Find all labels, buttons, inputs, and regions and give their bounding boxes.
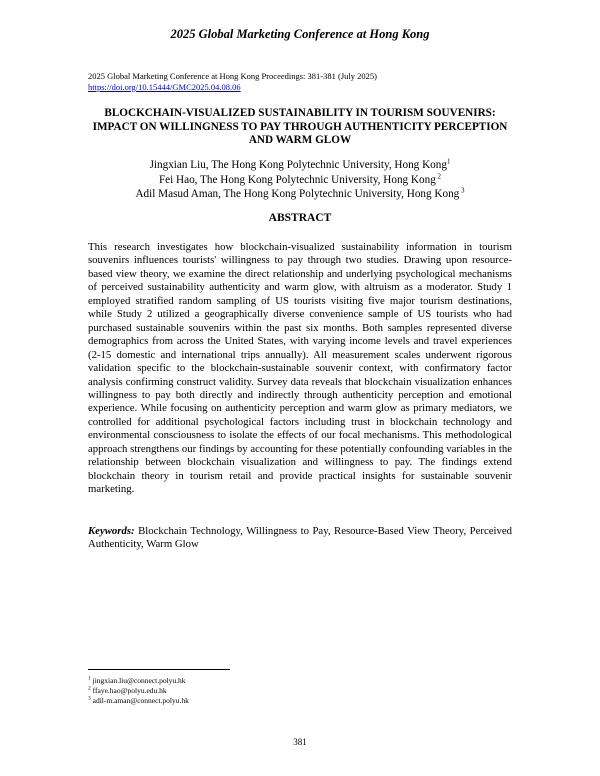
- author-line: [88, 158, 512, 173]
- author-affiliation: Adil Masud Aman, The Hong Kong Polytechnic University, Hong Kong: [135, 188, 460, 200]
- footnote-mark: 3: [459, 186, 465, 195]
- keywords-text: Blockchain Technology, Willingness to Pay, Resource-Based View Theory, Perceived Authenticity, Warm Glow: [88, 525, 512, 551]
- footnote-mark: 1: [88, 675, 91, 682]
- proceedings-info: [88, 71, 377, 93]
- footnote-divider: [88, 669, 230, 670]
- author-affiliation: Fei Hao, The Hong Kong Polytechnic University, Hong Kong: [158, 173, 436, 186]
- footnote-email: adil-m.aman@connect.polyu.hk: [90, 696, 189, 705]
- footnote: [88, 686, 189, 696]
- footnote-mark: 2: [88, 685, 91, 692]
- footnote-email: ffaye.hao@polyu.edu.hk: [90, 686, 167, 695]
- keywords: [88, 525, 512, 552]
- paper-title: BLOCKCHAIN-VISUALIZED SUSTAINABILITY IN TOURISM SOUVENIRS: IMPACT ON WILLINGNESS TO PAY THROUGH AUTHENTICITY PERCEPTION AND WARM GLOW: [92, 107, 508, 146]
- doi-link[interactable]: https://doi.org/10.15444/GMC2025.04.08.06: [88, 82, 241, 92]
- footnote-mark: 1: [446, 157, 451, 166]
- author-line: [88, 173, 512, 188]
- running-header: 2025 Global Marketing Conference at Hong Kong: [170, 27, 430, 41]
- page-number: 381: [293, 737, 307, 747]
- author-affiliation: Jingxian Liu, The Hong Kong Polytechnic University, Hong Kong: [149, 159, 447, 171]
- footnote: [88, 696, 189, 706]
- author-line: [88, 187, 512, 202]
- footnotes: [88, 676, 189, 706]
- abstract-body: This research investigates how blockchain-visualized sustainability information in tourism souvenirs influences tourists' willingness to pay through two studies. Drawing upon resource-based view theory, we examine the direct relationship and underlying psychological mechanisms of perceived sustainability authenticity and warm glow, with altruism as a moderator. Study 1 employed stratified random sampling of US tourists visiting five major tourism destinations, while Study 2 utilized a geographically diverse convenience sample of US tourists who had purchased sustainable souvenirs within the past six months. Both samples represented diverse demographics from across the United States, with varying income levels and travel experiences (2-15 domestic and international trips annually). All measurement scales underwent rigorous validation specific to the blockchain-sustainable souvenir context, with confirmatory factor analysis confirming construct validity. Survey data reveals that blockchain visualization enhances willingness to pay both directly and indirectly through authenticity perception and emotional experience. While focusing on authenticity perception and warm glow as primary mediators, we controlled for additional psychological factors including trust in blockchain technology and environmental consciousness to isolate the effects of our focal mechanisms. This methodological approach strengthens our findings by accounting for these potentially confounding variables in the relationship between blockchain visualization and willingness to pay. The findings extend blockchain theory in tourism retail and provide practical insights for sustainable souvenir marketing.: [88, 241, 512, 496]
- footnote-email: jingxian.liu@connect.polyu.hk: [90, 676, 186, 685]
- footnote-mark: 3: [88, 695, 91, 702]
- footnote: [88, 676, 189, 686]
- proceedings-citation: 2025 Global Marketing Conference at Hong Kong Proceedings: 381-381 (July 2025): [88, 71, 377, 81]
- footnote-mark: 2: [435, 171, 442, 180]
- author-list: [88, 158, 512, 202]
- keywords-label: Keywords:: [88, 525, 135, 537]
- abstract-heading: ABSTRACT: [268, 212, 332, 224]
